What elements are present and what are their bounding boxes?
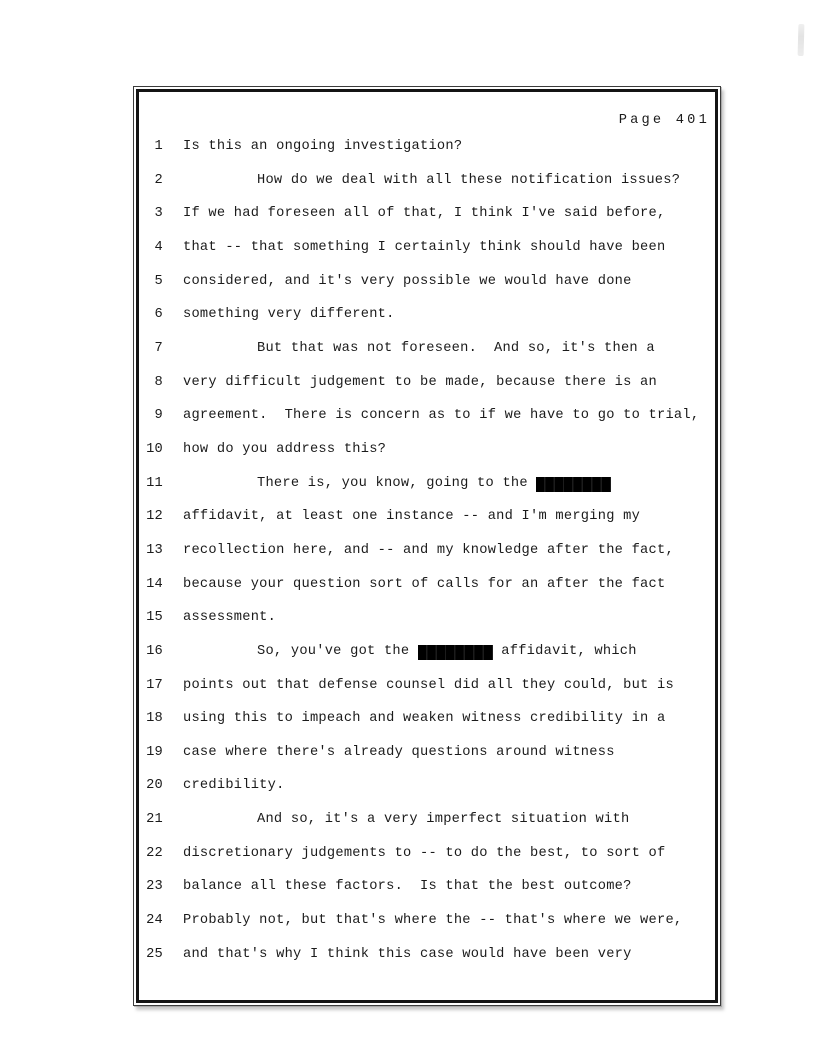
transcript-line xyxy=(140,744,710,778)
line-text-segment: So, you've got the xyxy=(257,643,418,659)
transcript-line xyxy=(140,475,710,509)
line-text xyxy=(183,340,655,357)
transcript-line xyxy=(140,340,710,374)
line-text xyxy=(183,710,665,727)
transcript-line xyxy=(140,576,710,610)
transcript-line xyxy=(140,205,710,239)
line-text-segment: using this to impeach and weaken witness credibility in a xyxy=(183,711,666,727)
line-text xyxy=(183,946,632,963)
line-text-segment: Is this an ongoing investigation? xyxy=(183,139,463,154)
line-number: 25 xyxy=(146,946,163,962)
transcript-content xyxy=(139,92,715,1000)
line-number: 11 xyxy=(146,475,163,491)
line-number: 15 xyxy=(146,610,163,626)
transcript-line xyxy=(140,138,710,172)
line-text-segment: If we had foreseen all of that, I think I've said before, xyxy=(183,206,666,222)
line-number: 24 xyxy=(146,913,163,929)
line-text-segment: something very different. xyxy=(183,307,395,323)
line-text xyxy=(183,609,276,626)
line-number: 16 xyxy=(146,643,163,659)
transcript-line xyxy=(140,542,710,576)
line-text xyxy=(183,878,632,895)
line-number: 10 xyxy=(146,441,163,457)
line-text-segment: recollection here, and -- and my knowledge after the fact, xyxy=(183,542,674,558)
line-text-segment: agreement. There is concern as to if we have to go to trial, xyxy=(183,408,700,424)
line-text xyxy=(183,273,632,290)
line-text-segment: how do you address this? xyxy=(183,441,387,457)
line-number: 20 xyxy=(146,778,163,794)
transcript-line xyxy=(140,239,710,273)
line-text xyxy=(183,239,665,256)
line-text-segment: There is, you know, going to the xyxy=(257,475,537,491)
transcript-line xyxy=(140,374,710,408)
line-text-segment: How do we deal with all these notification issues? xyxy=(257,172,681,188)
transcript-page-border xyxy=(133,86,721,1006)
line-text xyxy=(183,542,674,559)
transcript-line xyxy=(140,609,710,643)
line-text-segment: credibility. xyxy=(183,778,285,794)
line-text-segment: And so, it's a very imperfect situation with xyxy=(257,812,630,828)
line-text-segment: that -- that something I certainly think should have been xyxy=(183,239,666,255)
line-number: 8 xyxy=(154,374,163,390)
transcript-line xyxy=(140,912,710,946)
line-text xyxy=(183,441,386,458)
line-text xyxy=(183,172,680,189)
line-number: 19 xyxy=(146,744,163,760)
line-number: 9 xyxy=(154,408,163,424)
scan-artifact xyxy=(798,24,805,56)
transcript-line xyxy=(140,845,710,879)
line-text xyxy=(183,407,699,424)
transcript-line xyxy=(140,172,710,206)
transcript-line xyxy=(140,677,710,711)
line-text-segment: and that's why I think this case would have been very xyxy=(183,946,632,962)
line-text-segment: assessment. xyxy=(183,610,277,626)
line-text xyxy=(183,845,665,862)
redaction-bar xyxy=(536,477,611,492)
line-number: 5 xyxy=(154,273,163,289)
transcript-line xyxy=(140,441,710,475)
line-text xyxy=(183,576,665,593)
line-number: 2 xyxy=(154,172,163,188)
line-number: 6 xyxy=(154,307,163,323)
line-text-segment: because your question sort of calls for an after the fact xyxy=(183,576,666,592)
line-text xyxy=(183,643,637,660)
transcript-line xyxy=(140,306,710,340)
transcript-line xyxy=(140,777,710,811)
line-text-segment: Probably not, but that's where the -- that's where we were, xyxy=(183,913,683,929)
transcript-line xyxy=(140,811,710,845)
line-number: 13 xyxy=(146,542,163,558)
line-text-segment: case where there's already questions around witness xyxy=(183,744,615,760)
line-text-segment: very difficult judgement to be made, because there is an xyxy=(183,374,657,390)
line-number: 4 xyxy=(154,239,163,255)
line-text xyxy=(183,912,682,929)
transcript-line xyxy=(140,508,710,542)
line-text xyxy=(183,205,665,222)
line-number: 21 xyxy=(146,812,163,828)
line-number: 7 xyxy=(154,340,163,356)
transcript-line xyxy=(140,643,710,677)
line-text-segment: points out that defense counsel did all they could, but is xyxy=(183,677,674,693)
transcript-line xyxy=(140,946,710,980)
transcript-line xyxy=(140,273,710,307)
line-text xyxy=(183,374,657,391)
page-number-label: Page 401 xyxy=(618,113,710,128)
line-text xyxy=(183,475,611,492)
transcript-line xyxy=(140,878,710,912)
transcript-page-inner-border xyxy=(136,89,718,1003)
line-text xyxy=(183,777,285,794)
line-number: 14 xyxy=(146,576,163,592)
line-number: 12 xyxy=(146,509,163,525)
line-text xyxy=(183,744,615,761)
line-number: 17 xyxy=(146,677,163,693)
line-number: 1 xyxy=(154,139,163,154)
transcript-line xyxy=(140,407,710,441)
redaction-bar xyxy=(418,645,493,660)
transcript-line xyxy=(140,710,710,744)
line-text xyxy=(183,677,674,694)
transcript-lines xyxy=(140,138,710,979)
line-text-segment: considered, and it's very possible we would have done xyxy=(183,273,632,289)
line-number: 18 xyxy=(146,711,163,727)
line-text xyxy=(183,508,640,525)
line-text-segment: balance all these factors. Is that the best outcome? xyxy=(183,879,632,895)
line-text-segment: affidavit, at least one instance -- and I'm merging my xyxy=(183,509,641,525)
line-number: 23 xyxy=(146,879,163,895)
line-text-segment: But that was not foreseen. And so, it's then a xyxy=(257,340,655,356)
line-text-segment: discretionary judgements to -- to do the best, to sort of xyxy=(183,845,666,861)
line-number: 22 xyxy=(146,845,163,861)
line-number: 3 xyxy=(154,206,163,222)
line-text xyxy=(183,306,395,323)
line-text xyxy=(183,811,629,828)
line-text xyxy=(183,138,462,155)
line-text-segment: affidavit, which xyxy=(492,643,637,659)
